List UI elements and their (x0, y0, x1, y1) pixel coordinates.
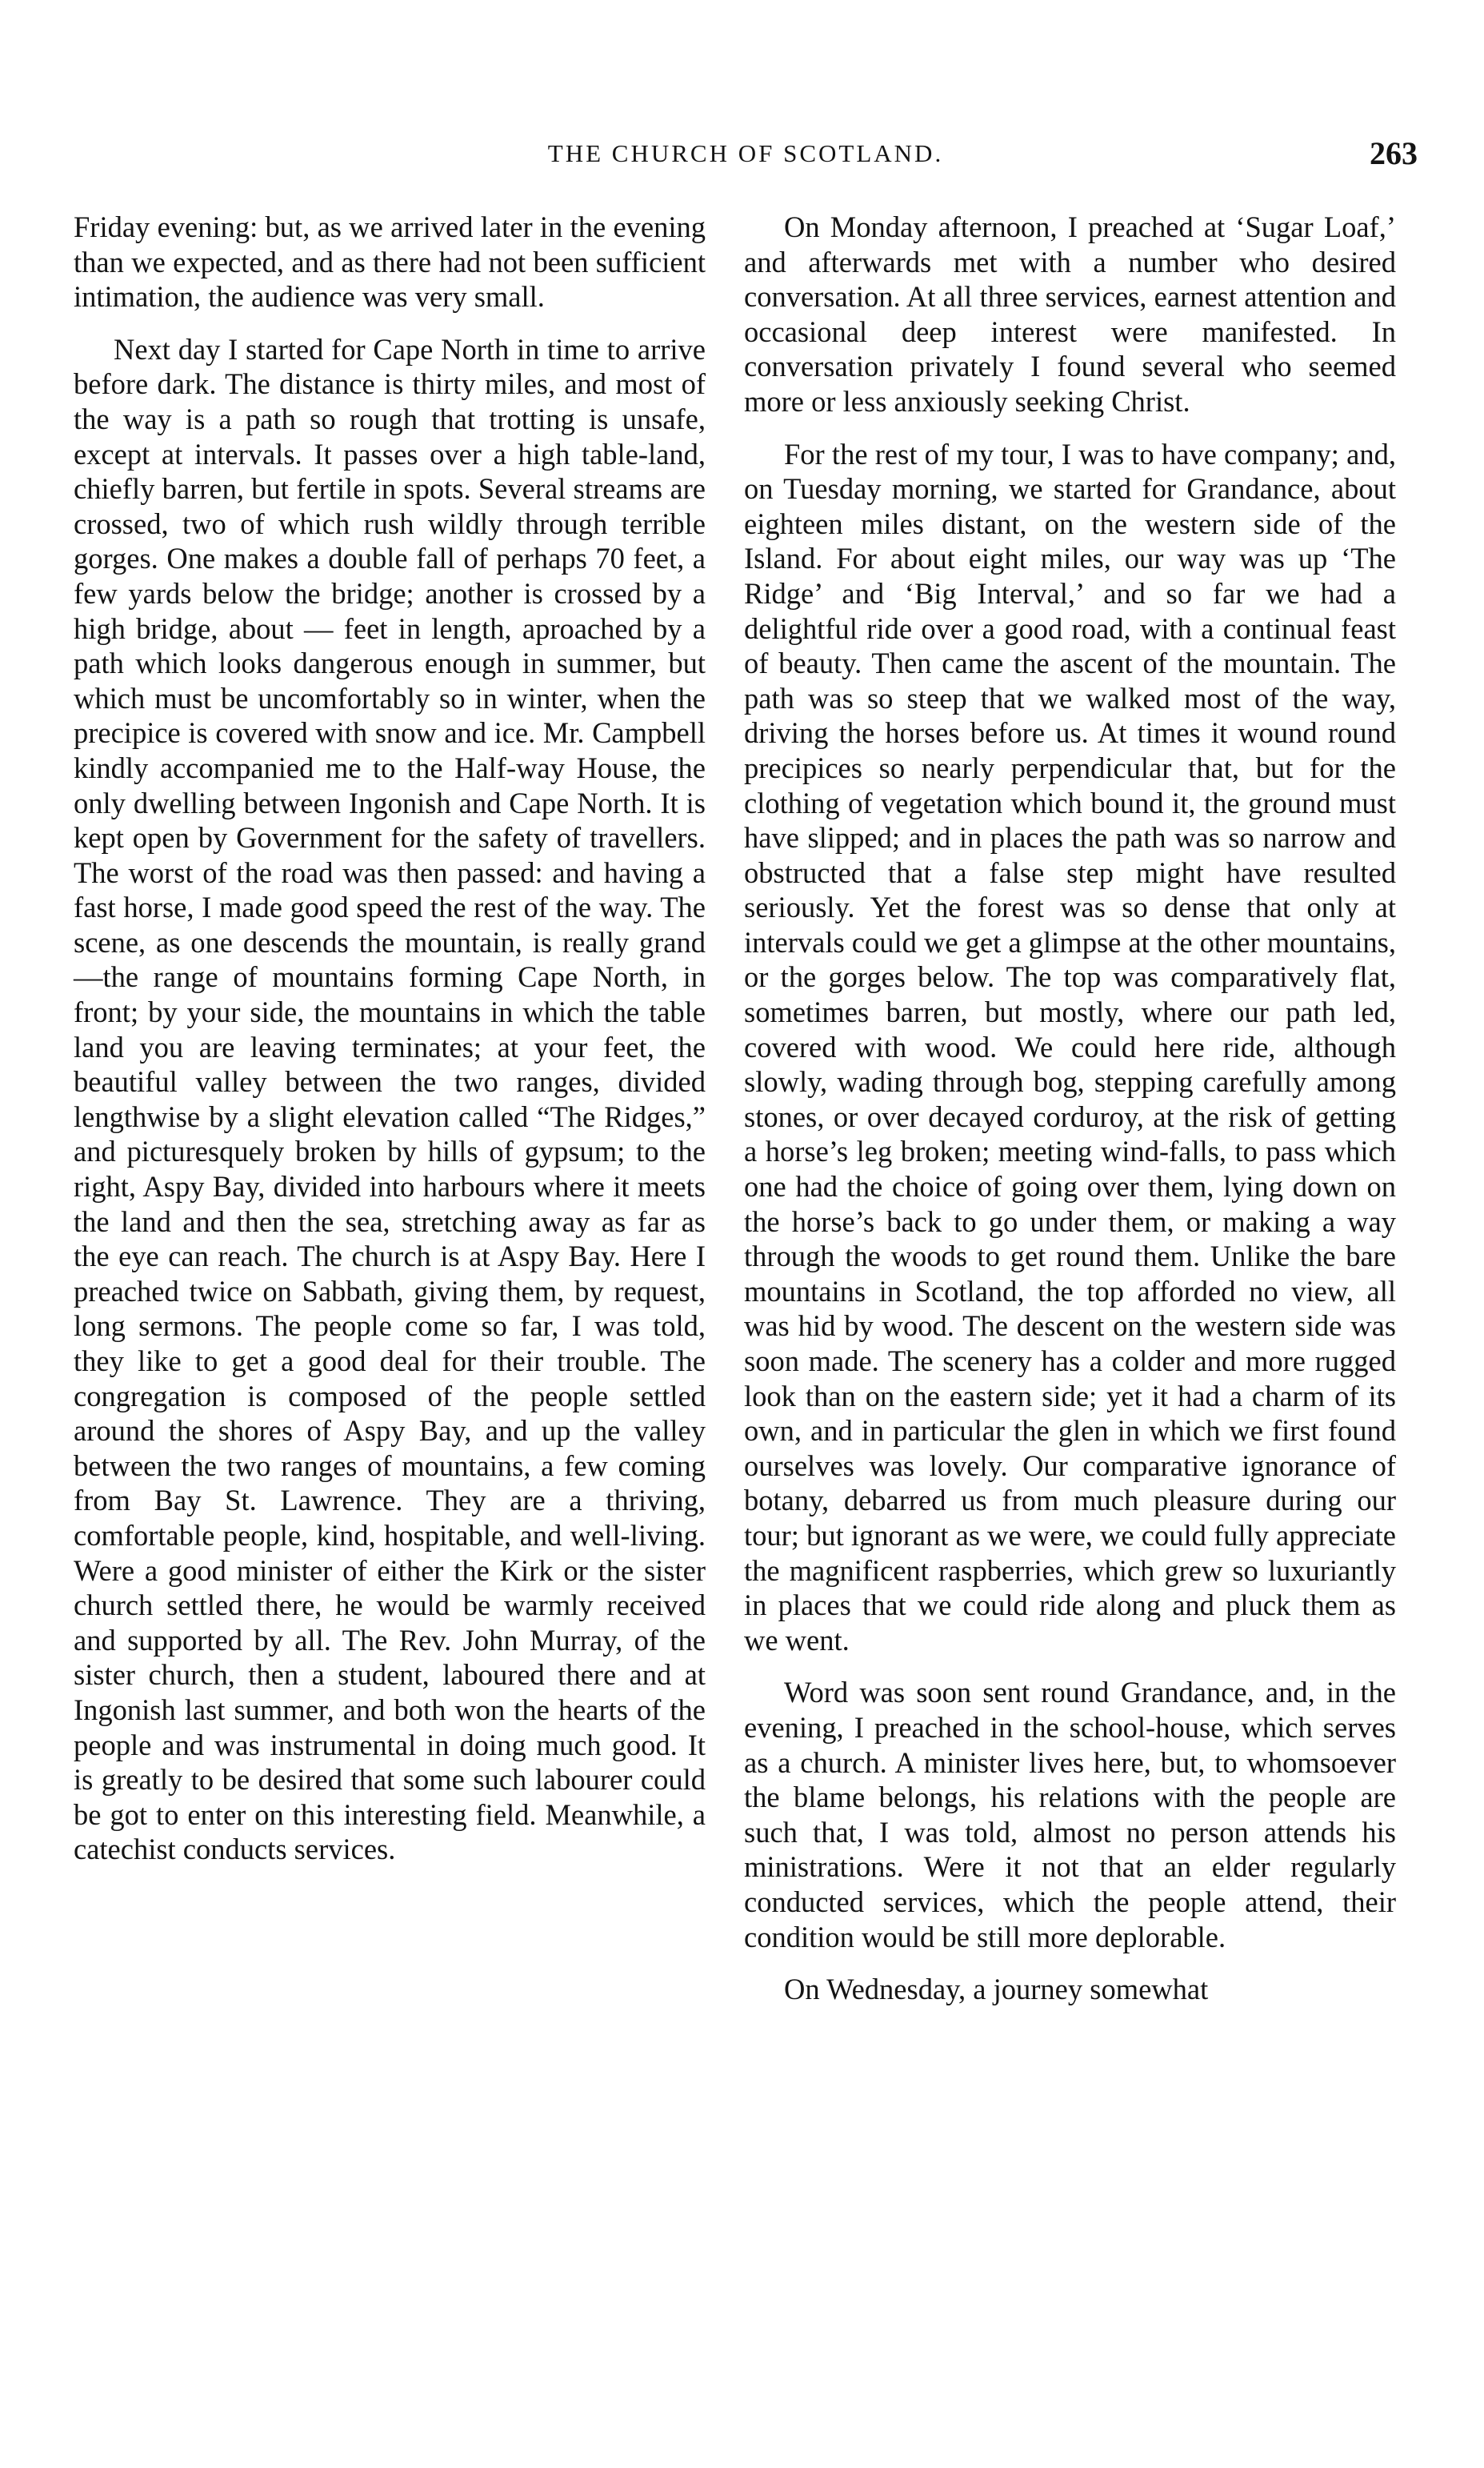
left-column (74, 210, 706, 1885)
running-title: THE CHURCH OF SCOTLAND. (547, 139, 944, 167)
paragraph: Word was soon sent round Grandance, and, in the evening, I preached in the school-house, which serves as a church. A minister lives here, but, to whomsoever the blame belongs, his relations with the people are such that, I was told, almost no person attends his ministrations. Were it not that an elder regularly conducted services, which the people attend, their condition would be still more deplorable. (744, 1676, 1396, 1953)
paragraph: Friday evening: but, as we arrived later in the evening than we expected, and as there had not been sufficient intimation, the audience was very small. (74, 210, 706, 314)
right-column (744, 210, 1396, 2025)
paragraph: For the rest of my tour, I was to have company; and, on Tuesday morning, we started for Grandance, about eighteen miles distant, on the western side of the Island. For about eight miles, our way was up ‘The Ridge’ and ‘Big Interval,’ and so far we had a delightful ride over a good road, with a continual feast of beauty. Then came the ascent of the mountain. The path was so steep that we walked most of the way, driving the horses before us. At times it wound round precipices so nearly perpendicular that, but for the clothing of vegetation which bound it, the ground must have slipped; and in places the path was so narrow and obstructed that a false step might have resulted seriously. Yet the forest was so dense that only at intervals could we get a glimpse at the other mountains, or the gorges below. The top was comparatively flat, sometimes barren, but mostly, where our path led, covered with wood. We could here ride, although slowly, wading through bog, stepping carefully among stones, or over decayed corduroy, at the risk of getting a horse’s leg broken; meeting wind-falls, to pass which one had the choice of going over them, lying down on the horse’s back to go under them, or making a way through the woods to get round them. Unlike the bare mountains in Scotland, the top afforded no view, all was hid by wood. The descent on the western side was soon made. The scenery has a colder and more rugged look than on the eastern side; yet it had a charm of its own, and in particular the glen in which we first found ourselves was lovely. Our comparative ignorance of botany, debarred us from much pleasure during our tour; but ignorant as we were, we could fully appreciate the magnificent raspberries, which grew so luxuriantly in places that we could ride along and pluck them as we went. (744, 437, 1396, 1657)
page-number: 263 (1370, 135, 1418, 171)
paragraph: Next day I started for Cape North in time to arrive before dark. The distance is thirty miles, and most of the way is a path so rough that trotting is unsafe, except at intervals. It passes over a high table-land, chiefly barren, but fertile in spots. Several streams are crossed, two of which rush wildly through terrible gorges. One makes a double fall of perhaps 70 feet, a few yards below the bridge; another is crossed by a high bridge, about — feet in length, aproached by a path which looks dangerous enough in summer, but which must be uncomfortably so in winter, when the precipice is covered with snow and ice. Mr. Campbell kindly accompanied me to the Half-way House, the only dwelling between Ingonish and Cape North. It is kept open by Government for the safety of travellers. The worst of the road was then passed: and having a fast horse, I made good speed the rest of the way. The scene, as one descends the mountain, is really grand—the range of mountains forming Cape North, in front; by your side, the mountains in which the table land you are leaving terminates; at your feet, the beautiful valley between the two ranges, divided lengthwise by a slight elevation called “The Ridges,” and picturesquely broken by hills of gypsum; to the right, Aspy Bay, divided into harbours where it meets the land and then the sea, stretching away as far as the eye can reach. The church is at Aspy Bay. Here I preached twice on Sabbath, giving them, by request, long sermons. The people come so far, I was told, they like to get a good deal for their trouble. The congregation is composed of the people settled around the shores of Aspy Bay, and up the valley between the two ranges of mountains, a few coming from Bay St. Lawrence. They are a thriving, comfortable people, kind, hospitable, and well-living. Were a good minister of either the Kirk or the sister church settled there, he would be warmly received and supported by all. The Rev. John Murray, of the sister church, then a student, laboured there and at Ingonish last summer, and both won the hearts of the people and was instrumental in doing much good. It is greatly to be desired that some such labourer could be got to enter on this interesting field. Meanwhile, a catechist conducts services. (74, 332, 706, 1866)
paragraph: On Wednesday, a journey somewhat (784, 1973, 1209, 2006)
paragraph: On Monday afternoon, I preached at ‘Sugar Loaf,’ and afterwards met with a number who desired conversation. At all three services, earnest attention and occasional deep interest were manifested. In conversation privately I found several who seemed more or less anxiously seeking Christ. (744, 210, 1396, 418)
page-header (74, 134, 1418, 176)
